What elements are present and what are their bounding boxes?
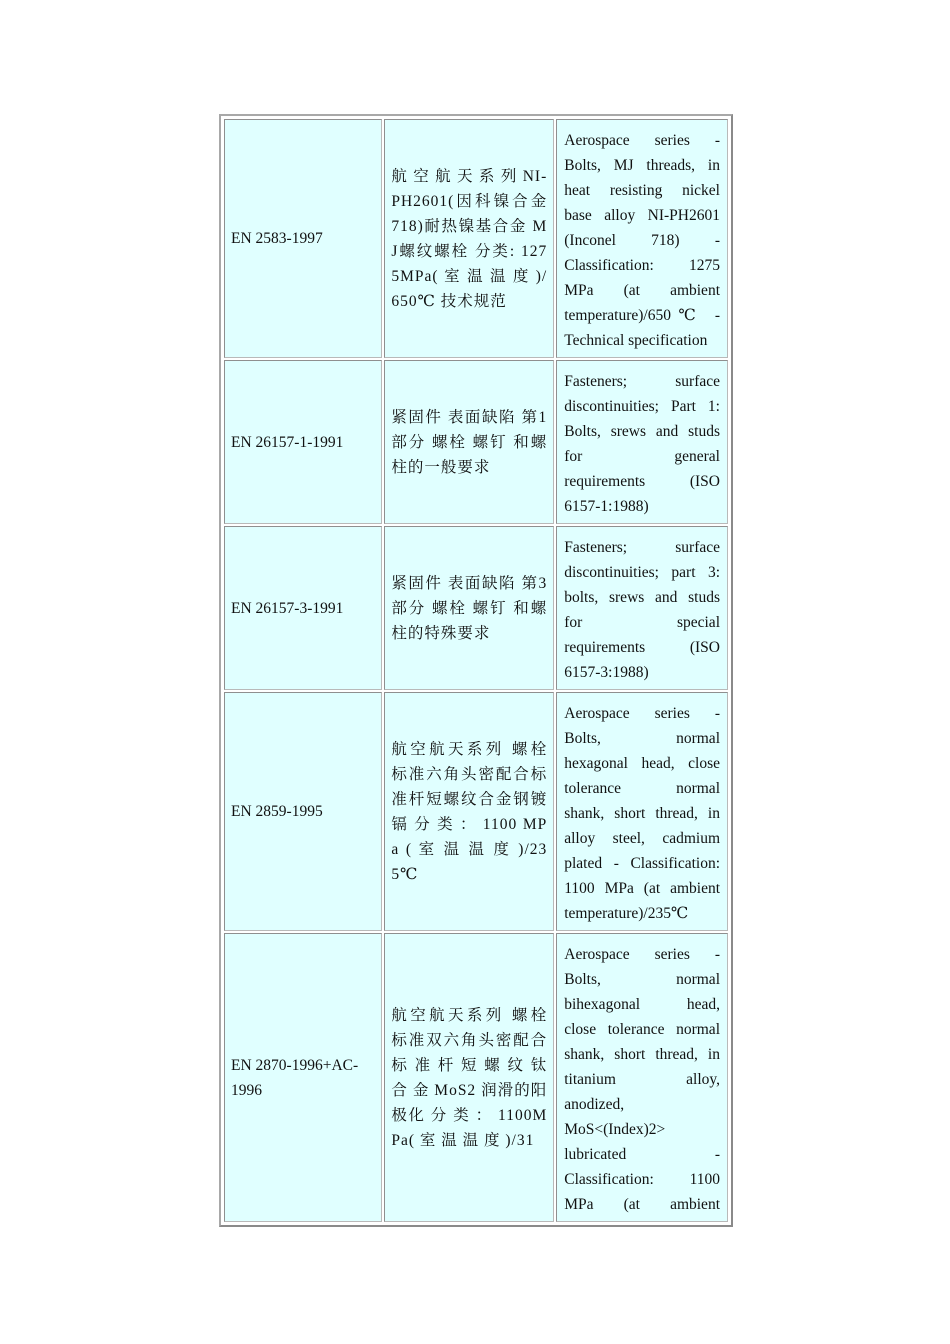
table-row — [224, 526, 728, 690]
english-title-line: plated - Classification: — [564, 855, 720, 872]
standards-table — [222, 117, 730, 1224]
english-title-line: (Inconel 718) - — [564, 232, 720, 249]
english-title-line: Bolts, MJ threads, in — [564, 157, 720, 174]
english-title-line: alloy steel, cadmium — [564, 830, 720, 847]
standard-code-cell: EN 26157-1-1991 — [224, 360, 382, 524]
english-title-line: for special — [564, 614, 720, 631]
english-title-line: heat resisting nickel — [564, 182, 720, 199]
english-title-line: MPa (at ambient — [564, 282, 720, 299]
english-title-cell — [556, 360, 728, 524]
chinese-title-cell: 航空航天系列 螺栓 标准双六角头密配合 标 准 杆 短 螺 纹 钛 合 金 MoS2 润滑的阳极化 分 类 ： 1100MPa( 室 温 温 度 )/31 — [384, 933, 554, 1222]
english-title-line: bolts, srews and studs — [564, 589, 720, 606]
english-title-line: titanium alloy, — [564, 1071, 720, 1088]
table-row — [224, 360, 728, 524]
english-title-line: anodized, — [564, 1096, 625, 1113]
standard-code-cell: EN 26157-3-1991 — [224, 526, 382, 690]
english-title-line: temperature)/650℃ - — [564, 307, 720, 324]
table-row — [224, 933, 728, 1222]
standard-code-cell: EN 2870-1996+AC-1996 — [224, 933, 382, 1222]
english-title-line: hexagonal head, close — [564, 755, 720, 772]
english-title-line: requirements (ISO — [564, 639, 720, 656]
english-title-line: Aerospace series - — [564, 946, 720, 963]
english-title-line: discontinuities; part 3: — [564, 564, 720, 581]
english-title-line: tolerance normal — [564, 780, 720, 797]
english-title-line: close tolerance normal — [564, 1021, 720, 1038]
english-title-line: discontinuities; Part 1: — [564, 398, 720, 415]
english-title-line: Bolts, srews and studs — [564, 423, 720, 440]
standards-table-frame — [219, 114, 733, 1227]
english-title-line: Fasteners; surface — [564, 539, 720, 556]
english-title-cell — [556, 119, 728, 358]
english-title-line: Bolts, normal — [564, 971, 720, 988]
standard-code-cell: EN 2583-1997 — [224, 119, 382, 358]
english-title-line: Aerospace series - — [564, 132, 720, 149]
english-title-line: base alloy NI-PH2601 — [564, 207, 720, 224]
english-title-cell — [556, 526, 728, 690]
chinese-title-cell: 航 空 航 天 系 列 NI-PH2601(因科镍合金 718)耐热镍基合金 MJ螺纹螺栓 分类: 1275MPa( 室 温 温 度 )/650℃ 技术规范 — [384, 119, 554, 358]
english-title-line: Bolts, normal — [564, 730, 720, 747]
english-title-line: MPa (at ambient — [564, 1196, 720, 1213]
english-title-cell — [556, 933, 728, 1222]
english-title-line: 6157-3:1988) — [564, 664, 649, 681]
english-title-line: requirements (ISO — [564, 473, 720, 490]
english-title-line: 1100 MPa (at ambient — [564, 880, 720, 897]
english-title-line: Technical specification — [564, 332, 708, 349]
english-title-line: 6157-1:1988) — [564, 498, 649, 515]
english-title-cell — [556, 692, 728, 931]
english-title-line: shank, short thread, in — [564, 1046, 720, 1063]
english-title-line: Aerospace series - — [564, 705, 720, 722]
english-title-line: Fasteners; surface — [564, 373, 720, 390]
chinese-title-cell: 航空航天系列 螺栓 标准六角头密配合标准杆短螺纹合金钢镀镉 分 类 ： 1100 MPa ( 室 温 温 度 )/235℃ — [384, 692, 554, 931]
english-title-line: temperature)/235℃ — [564, 905, 689, 922]
english-title-line: shank, short thread, in — [564, 805, 720, 822]
english-title-line: for general — [564, 448, 720, 465]
standard-code-cell: EN 2859-1995 — [224, 692, 382, 931]
chinese-title-cell: 紧固件 表面缺陷 第1部分 螺栓 螺钉 和螺柱的一般要求 — [384, 360, 554, 524]
english-title-line: Classification: 1100 — [564, 1171, 720, 1188]
table-row — [224, 119, 728, 358]
english-title-line: MoS<(Index)2> — [564, 1121, 666, 1138]
english-title-line: Classification: 1275 — [564, 257, 720, 274]
table-row — [224, 692, 728, 931]
english-title-line: bihexagonal head, — [564, 996, 720, 1013]
english-title-line: lubricated - — [564, 1146, 720, 1163]
chinese-title-cell: 紧固件 表面缺陷 第3部分 螺栓 螺钉 和螺柱的特殊要求 — [384, 526, 554, 690]
